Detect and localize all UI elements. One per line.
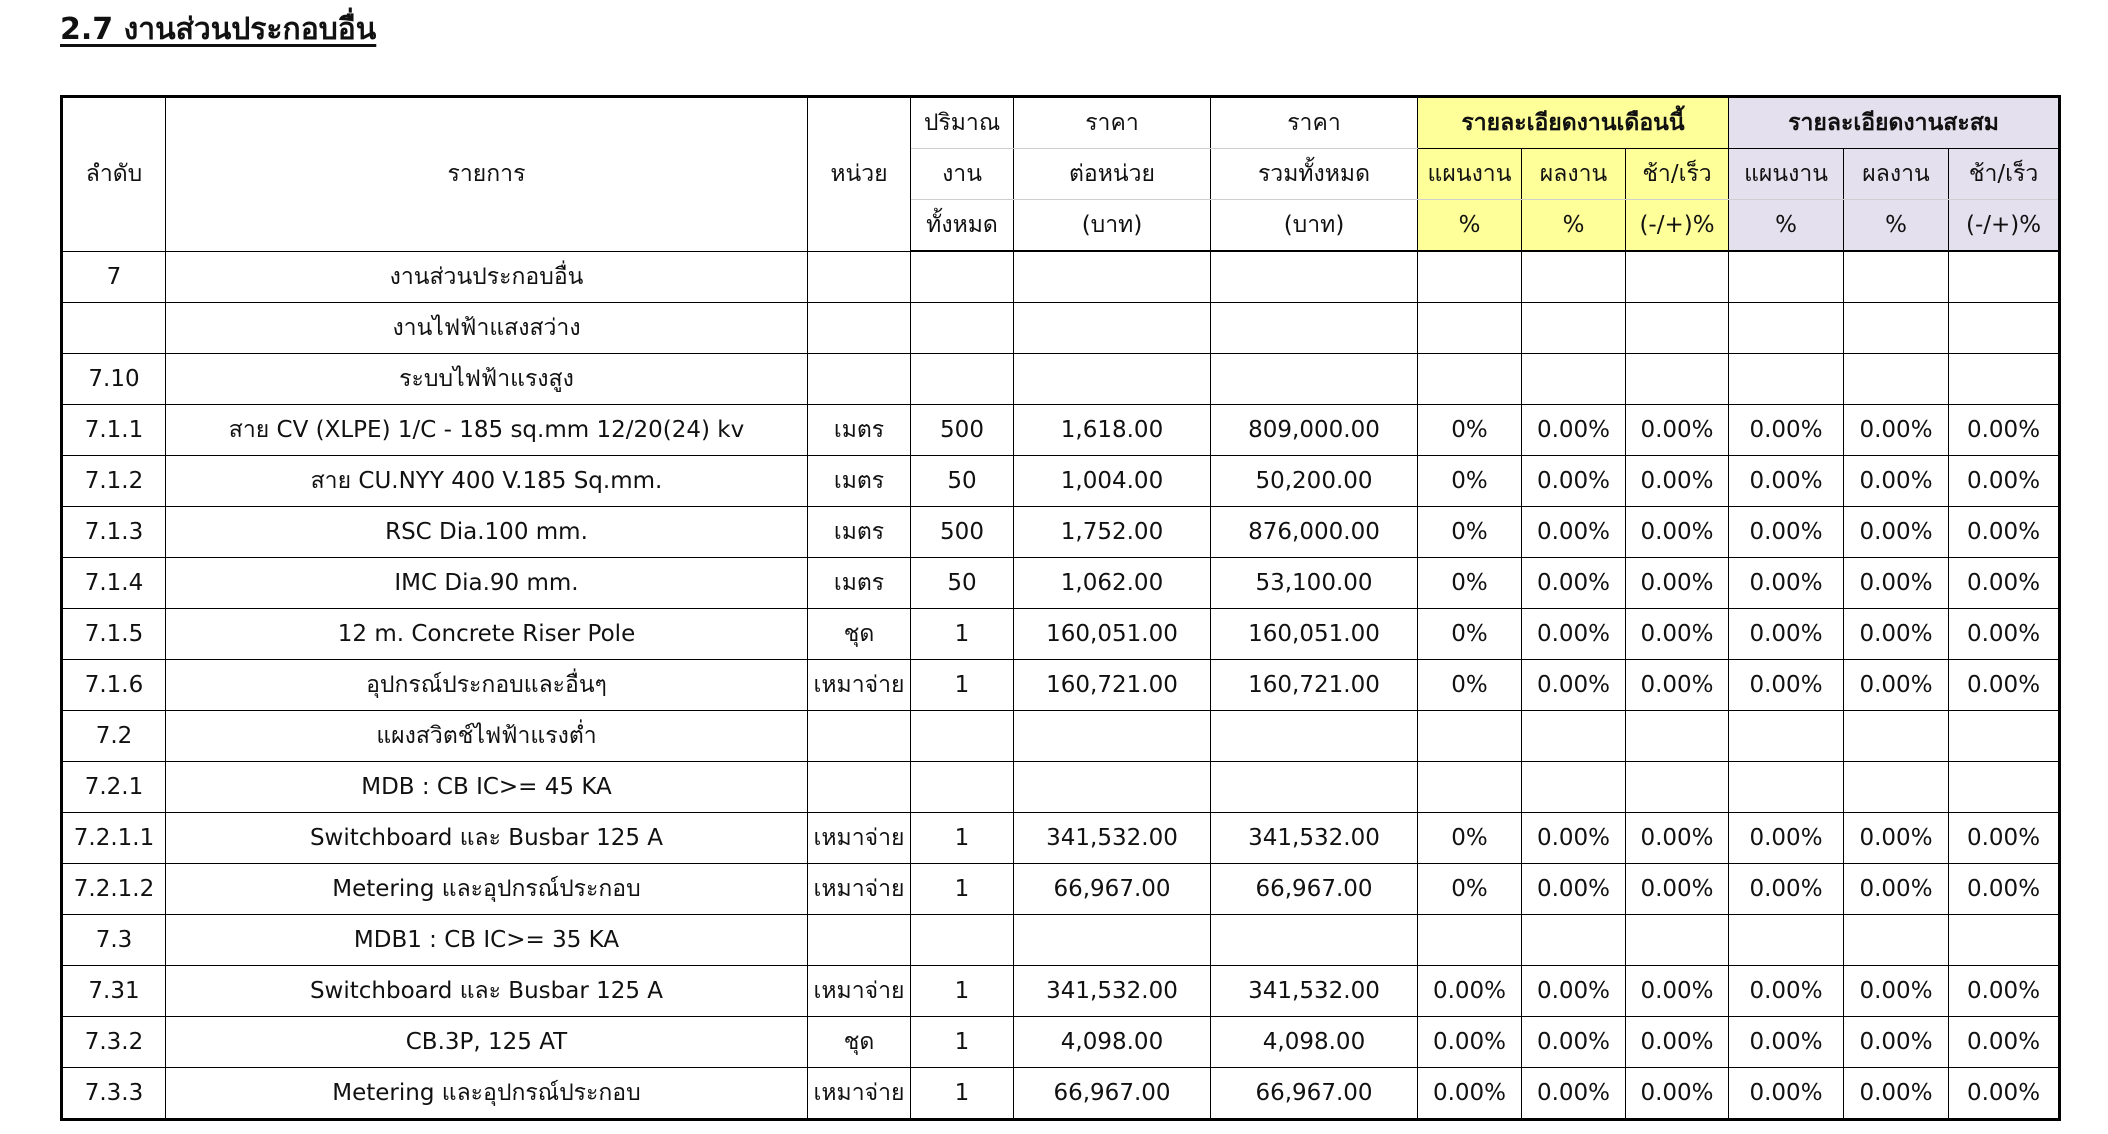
cell-cum-variance: 0.00% xyxy=(1949,660,2060,711)
cell-unit-price: 1,618.00 xyxy=(1014,405,1211,456)
cell-unit-price: 1,062.00 xyxy=(1014,558,1211,609)
cell-month-result: 0.00% xyxy=(1522,456,1626,507)
cell-cum-variance xyxy=(1949,915,2060,966)
cell-unit xyxy=(808,762,911,813)
cell-quantity: 1 xyxy=(911,660,1014,711)
cell-unit: เมตร xyxy=(808,405,911,456)
cell-cum-variance: 0.00% xyxy=(1949,456,2060,507)
cell-month-variance xyxy=(1626,711,1729,762)
cell-unit-price: 160,721.00 xyxy=(1014,660,1211,711)
cell-cum-variance: 0.00% xyxy=(1949,609,2060,660)
cell-cum-plan: 0.00% xyxy=(1729,813,1844,864)
header-qty-line1: ปริมาณ xyxy=(911,97,1014,149)
cell-total-price: 50,200.00 xyxy=(1211,456,1418,507)
cell-month-variance: 0.00% xyxy=(1626,966,1729,1017)
cell-month-result xyxy=(1522,915,1626,966)
cell-unit xyxy=(808,915,911,966)
cell-cum-result: 0.00% xyxy=(1844,609,1949,660)
cell-total-price xyxy=(1211,303,1418,354)
cell-unit xyxy=(808,251,911,303)
cell-month-plan: 0% xyxy=(1418,507,1522,558)
header-cum-result: ผลงาน xyxy=(1844,149,1949,200)
header-item: รายการ xyxy=(166,97,808,252)
cell-month-result: 0.00% xyxy=(1522,609,1626,660)
cell-month-variance: 0.00% xyxy=(1626,456,1729,507)
cell-description: 12 m. Concrete Riser Pole xyxy=(166,609,808,660)
cell-month-variance: 0.00% xyxy=(1626,609,1729,660)
cell-month-plan: 0.00% xyxy=(1418,1017,1522,1068)
cell-month-variance: 0.00% xyxy=(1626,660,1729,711)
header-month-plan-unit: % xyxy=(1418,200,1522,252)
cell-month-result: 0.00% xyxy=(1522,813,1626,864)
cell-cum-plan xyxy=(1729,762,1844,813)
cell-month-plan: 0% xyxy=(1418,813,1522,864)
cell-cum-result: 0.00% xyxy=(1844,1068,1949,1120)
cell-cum-plan: 0.00% xyxy=(1729,456,1844,507)
cell-total-price: 66,967.00 xyxy=(1211,864,1418,915)
cell-seq: 7.3 xyxy=(62,915,166,966)
cell-cum-variance: 0.00% xyxy=(1949,1017,2060,1068)
header-month-result-unit: % xyxy=(1522,200,1626,252)
table-row xyxy=(62,609,2060,660)
cell-cum-plan: 0.00% xyxy=(1729,405,1844,456)
cell-total-price: 809,000.00 xyxy=(1211,405,1418,456)
cell-month-variance xyxy=(1626,251,1729,303)
cell-cum-variance xyxy=(1949,762,2060,813)
cell-quantity: 500 xyxy=(911,405,1014,456)
cell-month-result: 0.00% xyxy=(1522,1017,1626,1068)
table-row xyxy=(62,303,2060,354)
header-qty-line2: งาน xyxy=(911,149,1014,200)
cell-unit xyxy=(808,303,911,354)
cell-month-result xyxy=(1522,251,1626,303)
cell-unit-price: 160,051.00 xyxy=(1014,609,1211,660)
cell-cum-result xyxy=(1844,762,1949,813)
cell-unit-price: 66,967.00 xyxy=(1014,1068,1211,1120)
cell-cum-result xyxy=(1844,915,1949,966)
cell-cum-result: 0.00% xyxy=(1844,558,1949,609)
header-total-price-line2: รวมทั้งหมด xyxy=(1211,149,1418,200)
cell-seq: 7.1.2 xyxy=(62,456,166,507)
cell-total-price xyxy=(1211,354,1418,405)
boq-progress-table xyxy=(60,95,2061,1121)
header-cum-variance: ช้า/เร็ว xyxy=(1949,149,2060,200)
cell-cum-result xyxy=(1844,251,1949,303)
cell-cum-plan: 0.00% xyxy=(1729,558,1844,609)
cell-cum-variance xyxy=(1949,303,2060,354)
cell-quantity xyxy=(911,915,1014,966)
cell-description: Switchboard และ Busbar 125 A xyxy=(166,813,808,864)
cell-unit: เมตร xyxy=(808,507,911,558)
cell-total-price: 341,532.00 xyxy=(1211,966,1418,1017)
cell-description: RSC Dia.100 mm. xyxy=(166,507,808,558)
cell-cum-plan xyxy=(1729,711,1844,762)
cell-unit-price xyxy=(1014,762,1211,813)
cell-quantity: 50 xyxy=(911,456,1014,507)
cell-quantity xyxy=(911,762,1014,813)
cell-cum-plan xyxy=(1729,251,1844,303)
cell-cum-result: 0.00% xyxy=(1844,456,1949,507)
table-row xyxy=(62,405,2060,456)
cell-total-price xyxy=(1211,915,1418,966)
cell-month-plan: 0% xyxy=(1418,456,1522,507)
cell-unit: เมตร xyxy=(808,558,911,609)
header-unit-price-line3: (บาท) xyxy=(1014,200,1211,252)
cell-quantity: 1 xyxy=(911,813,1014,864)
header-unit-price-line1: ราคา xyxy=(1014,97,1211,149)
cell-seq: 7.2.1 xyxy=(62,762,166,813)
cell-description: อุปกรณ์ประกอบและอื่นๆ xyxy=(166,660,808,711)
table-body xyxy=(62,251,2060,1120)
cell-total-price: 53,100.00 xyxy=(1211,558,1418,609)
cell-unit-price xyxy=(1014,711,1211,762)
cell-description: สาย CU.NYY 400 V.185 Sq.mm. xyxy=(166,456,808,507)
header-month-result: ผลงาน xyxy=(1522,149,1626,200)
cell-quantity: 1 xyxy=(911,1068,1014,1120)
cell-cum-plan: 0.00% xyxy=(1729,507,1844,558)
cell-seq: 7.2.1.1 xyxy=(62,813,166,864)
cell-quantity: 50 xyxy=(911,558,1014,609)
cell-seq xyxy=(62,303,166,354)
cell-cum-variance: 0.00% xyxy=(1949,507,2060,558)
cell-month-plan: 0% xyxy=(1418,609,1522,660)
cell-month-plan: 0% xyxy=(1418,405,1522,456)
cell-unit: ชุด xyxy=(808,1017,911,1068)
table-row xyxy=(62,1017,2060,1068)
cell-description: CB.3P, 125 AT xyxy=(166,1017,808,1068)
header-total-price-line1: ราคา xyxy=(1211,97,1418,149)
cell-cum-variance: 0.00% xyxy=(1949,966,2060,1017)
table-row xyxy=(62,507,2060,558)
cell-month-plan xyxy=(1418,762,1522,813)
cell-seq: 7.1.6 xyxy=(62,660,166,711)
cell-month-result xyxy=(1522,303,1626,354)
cell-unit-price xyxy=(1014,303,1211,354)
cell-month-result xyxy=(1522,711,1626,762)
cell-description: Metering และอุปกรณ์ประกอบ xyxy=(166,1068,808,1120)
cell-unit-price: 1,752.00 xyxy=(1014,507,1211,558)
cell-description: แผงสวิตช์ไฟฟ้าแรงต่ำ xyxy=(166,711,808,762)
cell-month-result xyxy=(1522,354,1626,405)
cell-seq: 7.10 xyxy=(62,354,166,405)
cell-cum-plan: 0.00% xyxy=(1729,609,1844,660)
table-row xyxy=(62,456,2060,507)
cell-quantity xyxy=(911,303,1014,354)
cell-description: สาย CV (XLPE) 1/C - 185 sq.mm 12/20(24) kv xyxy=(166,405,808,456)
cell-description: ระบบไฟฟ้าแรงสูง xyxy=(166,354,808,405)
cell-cum-result: 0.00% xyxy=(1844,507,1949,558)
table-row xyxy=(62,660,2060,711)
cell-seq: 7.1.5 xyxy=(62,609,166,660)
cell-month-result: 0.00% xyxy=(1522,966,1626,1017)
cell-cum-result xyxy=(1844,303,1949,354)
header-unit-price-line2: ต่อหน่วย xyxy=(1014,149,1211,200)
cell-seq: 7.1.1 xyxy=(62,405,166,456)
section-title: 2.7 งานส่วนประกอบอื่น xyxy=(60,12,377,47)
header-month-variance-unit: (-/+)% xyxy=(1626,200,1729,252)
cell-total-price: 876,000.00 xyxy=(1211,507,1418,558)
cell-total-price: 341,532.00 xyxy=(1211,813,1418,864)
cell-cum-variance: 0.00% xyxy=(1949,405,2060,456)
cell-total-price: 160,051.00 xyxy=(1211,609,1418,660)
cell-unit: เมตร xyxy=(808,456,911,507)
cell-seq: 7.2 xyxy=(62,711,166,762)
cell-unit-price: 1,004.00 xyxy=(1014,456,1211,507)
cell-cum-variance xyxy=(1949,251,2060,303)
cell-cum-plan: 0.00% xyxy=(1729,660,1844,711)
cell-seq: 7.2.1.2 xyxy=(62,864,166,915)
header-cum-variance-unit: (-/+)% xyxy=(1949,200,2060,252)
table-row xyxy=(62,864,2060,915)
cell-description: งานส่วนประกอบอื่น xyxy=(166,251,808,303)
cell-month-plan: 0% xyxy=(1418,558,1522,609)
cell-month-plan xyxy=(1418,354,1522,405)
cell-total-price xyxy=(1211,251,1418,303)
table-row xyxy=(62,813,2060,864)
header-total-price-line3: (บาท) xyxy=(1211,200,1418,252)
cell-seq: 7.1.4 xyxy=(62,558,166,609)
cell-quantity xyxy=(911,354,1014,405)
cell-month-variance xyxy=(1626,762,1729,813)
cell-month-plan: 0% xyxy=(1418,864,1522,915)
cell-month-variance xyxy=(1626,915,1729,966)
cell-cum-variance: 0.00% xyxy=(1949,1068,2060,1120)
cell-month-variance: 0.00% xyxy=(1626,813,1729,864)
cell-unit-price: 66,967.00 xyxy=(1014,864,1211,915)
cell-seq: 7.31 xyxy=(62,966,166,1017)
header-seq: ลำดับ xyxy=(62,97,166,252)
cell-description: IMC Dia.90 mm. xyxy=(166,558,808,609)
table-row xyxy=(62,251,2060,303)
cell-quantity xyxy=(911,251,1014,303)
cell-unit: เหมาจ่าย xyxy=(808,864,911,915)
cell-total-price xyxy=(1211,762,1418,813)
cell-cum-result: 0.00% xyxy=(1844,660,1949,711)
cell-unit: เหมาจ่าย xyxy=(808,813,911,864)
cell-unit: ชุด xyxy=(808,609,911,660)
cell-month-result: 0.00% xyxy=(1522,1068,1626,1120)
cell-month-result: 0.00% xyxy=(1522,660,1626,711)
table-header xyxy=(62,97,2060,252)
cell-month-variance xyxy=(1626,303,1729,354)
cell-total-price: 4,098.00 xyxy=(1211,1017,1418,1068)
cell-total-price xyxy=(1211,711,1418,762)
cell-month-variance: 0.00% xyxy=(1626,405,1729,456)
cell-month-variance: 0.00% xyxy=(1626,558,1729,609)
cell-month-variance xyxy=(1626,354,1729,405)
cell-description: MDB : CB IC>= 45 KA xyxy=(166,762,808,813)
cell-cum-result: 0.00% xyxy=(1844,966,1949,1017)
header-cumulative: รายละเอียดงานสะสม xyxy=(1729,97,2060,149)
header-month-variance: ช้า/เร็ว xyxy=(1626,149,1729,200)
cell-month-plan: 0.00% xyxy=(1418,1068,1522,1120)
cell-month-plan xyxy=(1418,711,1522,762)
cell-cum-result: 0.00% xyxy=(1844,1017,1949,1068)
table-row xyxy=(62,966,2060,1017)
cell-cum-result xyxy=(1844,711,1949,762)
header-month-plan: แผนงาน xyxy=(1418,149,1522,200)
cell-cum-variance xyxy=(1949,711,2060,762)
cell-unit-price: 341,532.00 xyxy=(1014,966,1211,1017)
cell-cum-plan xyxy=(1729,354,1844,405)
cell-total-price: 160,721.00 xyxy=(1211,660,1418,711)
cell-cum-plan: 0.00% xyxy=(1729,1068,1844,1120)
cell-unit xyxy=(808,711,911,762)
cell-seq: 7 xyxy=(62,251,166,303)
header-this-month: รายละเอียดงานเดือนนี้ xyxy=(1418,97,1729,149)
cell-quantity: 1 xyxy=(911,864,1014,915)
cell-description: Switchboard และ Busbar 125 A xyxy=(166,966,808,1017)
cell-month-result: 0.00% xyxy=(1522,405,1626,456)
header-cum-plan: แผนงาน xyxy=(1729,149,1844,200)
cell-month-plan xyxy=(1418,251,1522,303)
cell-month-plan: 0.00% xyxy=(1418,966,1522,1017)
cell-cum-plan: 0.00% xyxy=(1729,966,1844,1017)
cell-quantity: 1 xyxy=(911,966,1014,1017)
cell-cum-variance: 0.00% xyxy=(1949,864,2060,915)
cell-cum-variance: 0.00% xyxy=(1949,558,2060,609)
cell-seq: 7.3.2 xyxy=(62,1017,166,1068)
table-row xyxy=(62,354,2060,405)
cell-description: งานไฟฟ้าแสงสว่าง xyxy=(166,303,808,354)
cell-unit-price xyxy=(1014,915,1211,966)
cell-month-plan xyxy=(1418,303,1522,354)
cell-month-variance: 0.00% xyxy=(1626,507,1729,558)
table-row xyxy=(62,711,2060,762)
cell-month-result xyxy=(1522,762,1626,813)
cell-unit-price xyxy=(1014,354,1211,405)
table-row xyxy=(62,762,2060,813)
cell-unit: เหมาจ่าย xyxy=(808,660,911,711)
header-unit: หน่วย xyxy=(808,97,911,252)
cell-month-result: 0.00% xyxy=(1522,507,1626,558)
cell-quantity xyxy=(911,711,1014,762)
cell-quantity: 1 xyxy=(911,609,1014,660)
cell-month-variance: 0.00% xyxy=(1626,1017,1729,1068)
table-row xyxy=(62,558,2060,609)
header-cum-plan-unit: % xyxy=(1729,200,1844,252)
cell-unit: เหมาจ่าย xyxy=(808,1068,911,1120)
cell-cum-variance xyxy=(1949,354,2060,405)
header-cum-result-unit: % xyxy=(1844,200,1949,252)
cell-cum-plan xyxy=(1729,303,1844,354)
cell-quantity: 1 xyxy=(911,1017,1014,1068)
cell-total-price: 66,967.00 xyxy=(1211,1068,1418,1120)
cell-month-result: 0.00% xyxy=(1522,864,1626,915)
cell-cum-plan xyxy=(1729,915,1844,966)
table-row xyxy=(62,1068,2060,1120)
cell-seq: 7.3.3 xyxy=(62,1068,166,1120)
cell-month-result: 0.00% xyxy=(1522,558,1626,609)
table-row xyxy=(62,915,2060,966)
cell-cum-result: 0.00% xyxy=(1844,813,1949,864)
cell-quantity: 500 xyxy=(911,507,1014,558)
cell-month-variance: 0.00% xyxy=(1626,864,1729,915)
cell-unit-price xyxy=(1014,251,1211,303)
cell-month-plan xyxy=(1418,915,1522,966)
cell-unit-price: 4,098.00 xyxy=(1014,1017,1211,1068)
cell-cum-result: 0.00% xyxy=(1844,864,1949,915)
cell-seq: 7.1.3 xyxy=(62,507,166,558)
cell-unit-price: 341,532.00 xyxy=(1014,813,1211,864)
cell-cum-plan: 0.00% xyxy=(1729,1017,1844,1068)
cell-month-variance: 0.00% xyxy=(1626,1068,1729,1120)
cell-cum-plan: 0.00% xyxy=(1729,864,1844,915)
cell-description: MDB1 : CB IC>= 35 KA xyxy=(166,915,808,966)
cell-cum-variance: 0.00% xyxy=(1949,813,2060,864)
header-qty-line3: ทั้งหมด xyxy=(911,200,1014,252)
cell-cum-result: 0.00% xyxy=(1844,405,1949,456)
cell-cum-result xyxy=(1844,354,1949,405)
cell-unit xyxy=(808,354,911,405)
cell-description: Metering และอุปกรณ์ประกอบ xyxy=(166,864,808,915)
cell-unit: เหมาจ่าย xyxy=(808,966,911,1017)
cell-month-plan: 0% xyxy=(1418,660,1522,711)
